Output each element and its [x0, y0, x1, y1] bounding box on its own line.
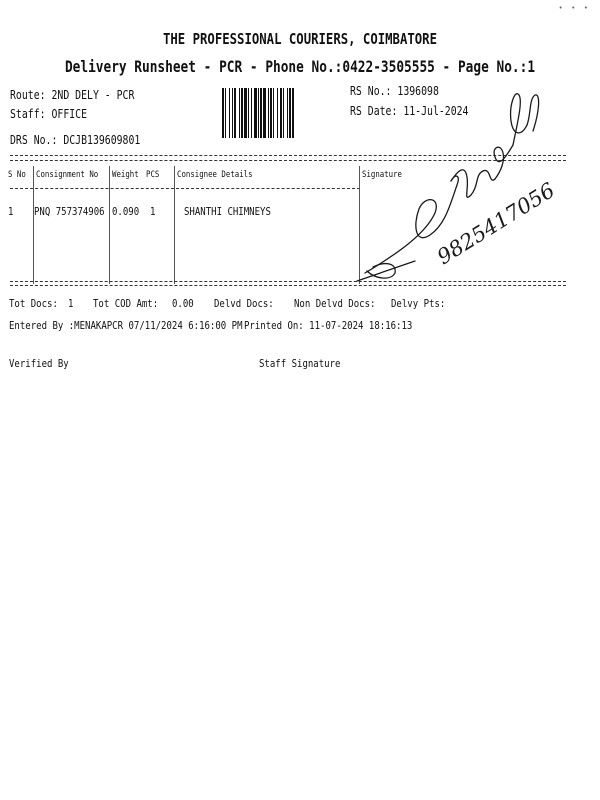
- column-header-consignment: Consignment No: [36, 170, 99, 180]
- company-title: THE PROFESSIONAL COURIERS, COIMBATORE: [162, 30, 437, 48]
- row-pcs: 1: [150, 205, 156, 218]
- runsheet-subtitle: Delivery Runsheet - PCR - Phone No.:0422-3505555 - Page No.:1: [64, 57, 536, 76]
- handwritten-phone-number: 9825417056: [432, 178, 559, 270]
- printed-on: Printed On: 11-07-2024 18:16:13: [244, 319, 413, 332]
- tot-cod-label: Tot COD Amt:: [93, 297, 159, 310]
- handwritten-signature: [355, 85, 565, 285]
- route-label: Route: 2ND DELY - PCR: [10, 88, 135, 102]
- row-consignee: SHANTHI CHIMNEYS: [184, 205, 271, 218]
- staff-signature-label: Staff Signature: [259, 357, 341, 370]
- staff-label: Staff: OFFICE: [10, 107, 88, 121]
- column-divider: [109, 166, 110, 284]
- column-divider: [33, 166, 34, 284]
- non-delvd-docs-label: Non Delvd Docs:: [294, 297, 376, 310]
- row-weight: 0.090: [112, 205, 140, 218]
- column-divider: [174, 166, 175, 284]
- verified-by-label: Verified By: [9, 357, 69, 370]
- delvd-docs-label: Delvd Docs:: [214, 297, 274, 310]
- row-consignment: PNQ 757374906: [34, 205, 105, 218]
- column-header-pcs: PCS: [146, 170, 160, 180]
- scan-marks: • • •: [558, 4, 588, 12]
- row-sno: 1: [8, 205, 14, 218]
- delvy-pts-label: Delvy Pts:: [391, 297, 446, 310]
- tot-cod-value: 0.00: [172, 297, 194, 310]
- column-header-weight: Weight: [112, 170, 139, 180]
- entered-by: Entered By :MENAKAPCR 07/11/2024 6:16:00 PM: [9, 319, 243, 332]
- rs-number: RS No.: 1396098: [350, 84, 439, 98]
- barcode-image: [221, 88, 331, 138]
- drs-number: DRS No.: DCJB139609801: [10, 133, 141, 147]
- tot-docs-value: 1: [68, 297, 74, 310]
- column-header-signature: Signature: [362, 170, 403, 180]
- separator-line: [10, 285, 566, 286]
- column-header-consignee: Consignee Details: [177, 170, 253, 180]
- tot-docs-label: Tot Docs:: [9, 297, 58, 310]
- header-underline: [10, 188, 360, 189]
- column-header-sno: S No: [8, 170, 26, 180]
- rs-date: RS Date: 11-Jul-2024: [350, 104, 469, 118]
